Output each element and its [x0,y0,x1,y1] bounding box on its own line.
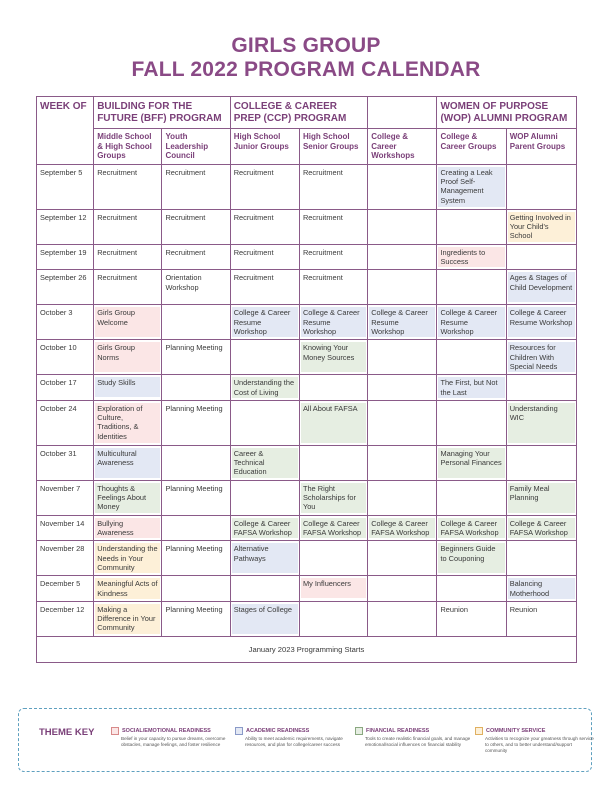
activity-cell [94,244,162,270]
activity-cell [230,244,299,270]
ccp-program-header: COLLEGE & CAREER PREP (CCP) PROGRAM [230,97,368,129]
activity-label: College & Career FAFSA Workshop [508,518,575,539]
week-cell: September 26 [37,270,94,305]
activity-cell [437,445,506,480]
subgroup-header: Youth Leadership Council [162,129,230,165]
activity-cell [230,375,299,401]
activity-cell [94,541,162,576]
activity-cell [230,305,299,340]
activity-cell [162,340,230,375]
activity-cell [94,515,162,541]
activity-cell [299,209,367,244]
group-header-row [37,97,577,129]
activity-cell [506,601,576,636]
activity-cell [299,541,367,576]
activity-cell [299,164,367,209]
activity-label: Recruitment [165,167,206,177]
activity-cell [94,445,162,480]
activity-label [369,377,435,379]
activity-label: Recruitment [165,212,206,222]
activity-cell [230,601,299,636]
activity-label [301,604,366,606]
activity-label [369,483,435,485]
activity-cell [437,270,506,305]
activity-cell [230,480,299,515]
activity-label: Recruitment [97,273,138,283]
table-row [37,400,577,445]
activity-cell [368,515,437,541]
week-cell: October 3 [37,305,94,340]
activity-label [369,342,435,344]
activity-label [232,342,298,344]
table-row [37,576,577,602]
activity-cell [299,576,367,602]
activity-label: Ages & Stages of Child Development [508,272,575,302]
activity-label: Understanding the Needs in Your Community [95,543,160,573]
activity-cell [437,541,506,576]
activity-label: Recruitment [233,273,274,283]
activity-label: Family Meal Planning [508,483,575,513]
week-cell: November 28 [37,541,94,576]
activity-cell [94,270,162,305]
activity-cell [506,270,576,305]
week-cell: September 12 [37,209,94,244]
activity-label: College & Career Resume Workshop [369,307,435,337]
activity-label: Multicultural Awareness [95,448,160,478]
activity-label: My Influencers [301,578,366,598]
activity-cell [94,601,162,636]
table-row [37,541,577,576]
activity-label: Reunion [440,604,468,614]
activity-label [369,247,435,249]
subgroup-header: High School Senior Groups [299,129,367,165]
activity-label: Ingredients to Success [438,247,504,268]
theme-swatch-icon [111,727,119,735]
activity-label [508,377,575,379]
activity-cell [230,164,299,209]
activity-cell [437,209,506,244]
activity-cell [368,541,437,576]
activity-cell [299,244,367,270]
activity-label: Bullying Awareness [95,518,160,539]
activity-cell [94,480,162,515]
activity-cell [368,375,437,401]
activity-cell [94,400,162,445]
activity-label: College & Career Resume Workshop [232,307,298,337]
activity-cell [94,340,162,375]
subgroup-header: College & Career Workshops [368,129,437,165]
theme-key [18,708,592,772]
activity-label: Recruitment [165,247,206,257]
theme-key-item [355,727,475,748]
activity-label: Alternative Pathways [232,543,298,573]
activity-label [438,272,504,274]
activity-label: College & Career FAFSA Workshop [301,518,366,539]
subgroup-header: Middle School & High School Groups [94,129,162,165]
activity-label: Recruitment [233,212,274,222]
activity-label: College & Career Resume Workshop [301,307,366,337]
activity-label: Planning Meeting [165,544,223,554]
theme-key-label: ACADEMIC READINESS [246,728,310,734]
activity-cell [506,244,576,270]
activity-label: Knowing Your Money Sources [301,342,366,372]
table-row [37,244,577,270]
theme-key-label: SOCIAL/EMOTIONAL READINESS [122,728,211,734]
activity-cell [299,601,367,636]
activity-cell [506,164,576,209]
activity-cell [162,270,230,305]
activity-cell [368,209,437,244]
activity-cell [162,305,230,340]
subgroup-header: WOP Alumni Parent Groups [506,129,576,165]
theme-key-description: Ability to meet academic requirements, navigate resources, and plan for college/career success [245,736,343,747]
activity-label: Recruitment [302,167,343,177]
activity-label: Understanding the Cost of Living [232,377,298,398]
activity-cell [368,576,437,602]
activity-cell [368,445,437,480]
activity-label [369,403,435,405]
activity-label [163,377,228,379]
activity-cell [162,541,230,576]
activity-cell [299,445,367,480]
activity-label: Beginners Guide to Couponing [438,543,504,573]
activity-cell [368,340,437,375]
activity-cell [299,305,367,340]
activity-cell [368,270,437,305]
activity-cell [162,209,230,244]
table-row [37,209,577,244]
activity-cell [437,340,506,375]
activity-cell [162,601,230,636]
activity-label [163,307,228,309]
subgroup-header: High School Junior Groups [230,129,299,165]
footer-row [37,636,577,662]
activity-label [369,212,435,214]
activity-cell [506,576,576,602]
activity-cell [94,305,162,340]
blank-header [368,97,437,129]
theme-key-description: Activities to recognize your greatness through service to others, and to better understand/support community [485,736,594,753]
activity-label: Making a Difference in Your Community [95,604,160,634]
activity-label [163,518,228,520]
activity-label: Study Skills [95,377,160,397]
activity-label [438,342,504,344]
activity-cell [94,375,162,401]
activity-cell [230,576,299,602]
activity-cell [506,515,576,541]
table-row [37,164,577,209]
activity-cell [437,305,506,340]
activity-label [369,272,435,274]
activity-label [163,448,228,450]
activity-label: Planning Meeting [165,403,223,413]
activity-label: Planning Meeting [165,604,223,614]
theme-key-label: FINANCIAL READINESS [366,728,430,734]
activity-label [369,578,435,580]
activity-cell [299,400,367,445]
activity-cell [299,375,367,401]
theme-key-item [235,727,355,748]
activity-cell [230,209,299,244]
activity-cell [437,480,506,515]
activity-cell [368,164,437,209]
activity-label [369,604,435,606]
theme-swatch-icon [355,727,363,735]
week-cell: December 12 [37,601,94,636]
activity-cell [162,164,230,209]
activity-label: Orientation Workshop [165,273,202,292]
activity-cell [299,480,367,515]
week-cell: October 31 [37,445,94,480]
activity-cell [299,515,367,541]
activity-label: All About FAFSA [301,403,366,443]
activity-label [369,448,435,450]
week-cell: November 7 [37,480,94,515]
week-cell: September 5 [37,164,94,209]
activity-label: College & Career FAFSA Workshop [438,518,504,539]
table-row [37,375,577,401]
activity-label [438,403,504,405]
activity-cell [162,244,230,270]
table-row [37,480,577,515]
activity-label: The Right Scholarships for You [301,483,366,513]
activity-label: College & Career Resume Workshop [508,307,575,337]
activity-label: Thoughts & Feelings About Money [95,483,160,513]
activity-label [438,578,504,580]
activity-cell [506,305,576,340]
activity-cell [230,515,299,541]
theme-swatch-icon [475,727,483,735]
activity-label: Resources for Children With Special Needs [508,342,575,372]
week-cell: October 24 [37,400,94,445]
week-cell: December 5 [37,576,94,602]
activity-label: Career & Technical Education [232,448,298,478]
theme-key-description: Belief in your capacity to pursue dreams, overcome obstacles, manage feelings, and foster resilience [121,736,226,747]
activity-cell [94,576,162,602]
activity-cell [368,305,437,340]
activity-label [301,448,366,450]
page-title-line1: GIRLS GROUP [231,34,381,57]
week-cell: October 10 [37,340,94,375]
activity-label: Reunion [509,604,538,614]
subgroup-header-row [37,129,577,165]
activity-label [232,403,298,405]
activity-cell [368,244,437,270]
activity-cell [506,445,576,480]
activity-cell [506,375,576,401]
activity-cell [162,576,230,602]
bff-program-header: BUILDING FOR THE FUTURE (BFF) PROGRAM [94,97,230,129]
activity-cell [506,209,576,244]
activity-cell [94,164,162,209]
activity-label [438,483,504,485]
table-row [37,445,577,480]
activity-cell [162,400,230,445]
activity-cell [437,601,506,636]
activity-cell [437,375,506,401]
activity-cell [94,209,162,244]
activity-label: Recruitment [302,212,343,222]
activity-label: Creating a Leak Proof Self-Management System [438,167,504,207]
theme-key-description: Tools to create realistic financial goals, and manage emotional/social influences on financial stability [365,736,471,747]
activity-cell [162,480,230,515]
activity-cell [437,515,506,541]
activity-cell [162,375,230,401]
activity-cell [230,541,299,576]
table-row [37,305,577,340]
theme-key-item [111,727,231,748]
program-calendar-table [36,96,577,663]
activity-label [508,543,575,545]
activity-label [508,247,575,249]
activity-label: Planning Meeting [165,343,223,353]
activity-label: College & Career FAFSA Workshop [232,518,298,539]
wop-program-header: WOMEN OF PURPOSE (WOP) ALUMNI PROGRAM [437,97,577,129]
activity-cell [368,601,437,636]
activity-label [369,543,435,545]
page-title-line2: FALL 2022 PROGRAM CALENDAR [131,58,481,81]
activity-label: Recruitment [233,247,274,257]
activity-label [232,483,298,485]
activity-label: Recruitment [233,167,274,177]
activity-label: The First, but Not the Last [438,377,504,398]
activity-label: Recruitment [302,273,343,283]
subgroup-header: College & Career Groups [437,129,506,165]
week-cell: November 14 [37,515,94,541]
activity-cell [437,400,506,445]
activity-cell [230,400,299,445]
activity-cell [230,340,299,375]
activity-cell [162,515,230,541]
table-row [37,601,577,636]
activity-cell [506,480,576,515]
activity-cell [506,400,576,445]
activity-label [232,578,298,580]
activity-cell [437,164,506,209]
activity-cell [368,400,437,445]
activity-cell [299,270,367,305]
activity-label: Balancing Motherhood [508,578,575,599]
theme-key-title: THEME KEY [39,727,95,738]
activity-label: Meaningful Acts of Kindness [95,578,160,599]
activity-label: Planning Meeting [165,483,223,493]
activity-label: Exploration of Culture, Traditions, & Identities [95,403,160,443]
table-row [37,340,577,375]
activity-label: Understanding WIC [508,403,575,443]
activity-cell [162,445,230,480]
activity-label [301,543,366,545]
activity-label [163,578,228,580]
activity-cell [506,340,576,375]
table-row [37,515,577,541]
activity-label: Managing Your Personal Finances [438,448,504,478]
activity-label [438,212,504,214]
activity-cell [437,576,506,602]
activity-label: Recruitment [302,247,343,257]
activity-cell [230,445,299,480]
activity-cell [437,244,506,270]
table-row [37,270,577,305]
week-cell: October 17 [37,375,94,401]
theme-key-label: COMMUNITY SERVICE [486,728,546,734]
activity-cell [506,541,576,576]
activity-label [369,167,435,169]
activity-label [508,167,575,169]
activity-cell [368,480,437,515]
theme-swatch-icon [235,727,243,735]
activity-label [508,448,575,450]
programming-starts-note: January 2023 Programming Starts [37,636,577,662]
activity-label: College & Career FAFSA Workshop [369,518,435,539]
calendar-body [37,164,577,636]
activity-label: Recruitment [97,247,138,257]
theme-key-item [475,727,595,754]
activity-label: Girls Group Welcome [95,307,160,337]
activity-cell [230,270,299,305]
activity-label: Recruitment [97,167,138,177]
activity-label: College & Career Resume Workshop [438,307,504,337]
activity-label: Getting Involved in Your Child's School [508,212,575,242]
activity-label [301,377,366,379]
activity-label: Girls Group Norms [95,342,160,372]
week-of-header: WEEK OF [37,97,94,165]
activity-label: Recruitment [97,212,138,222]
week-cell: September 19 [37,244,94,270]
activity-label: Stages of College [232,604,298,634]
activity-cell [299,340,367,375]
